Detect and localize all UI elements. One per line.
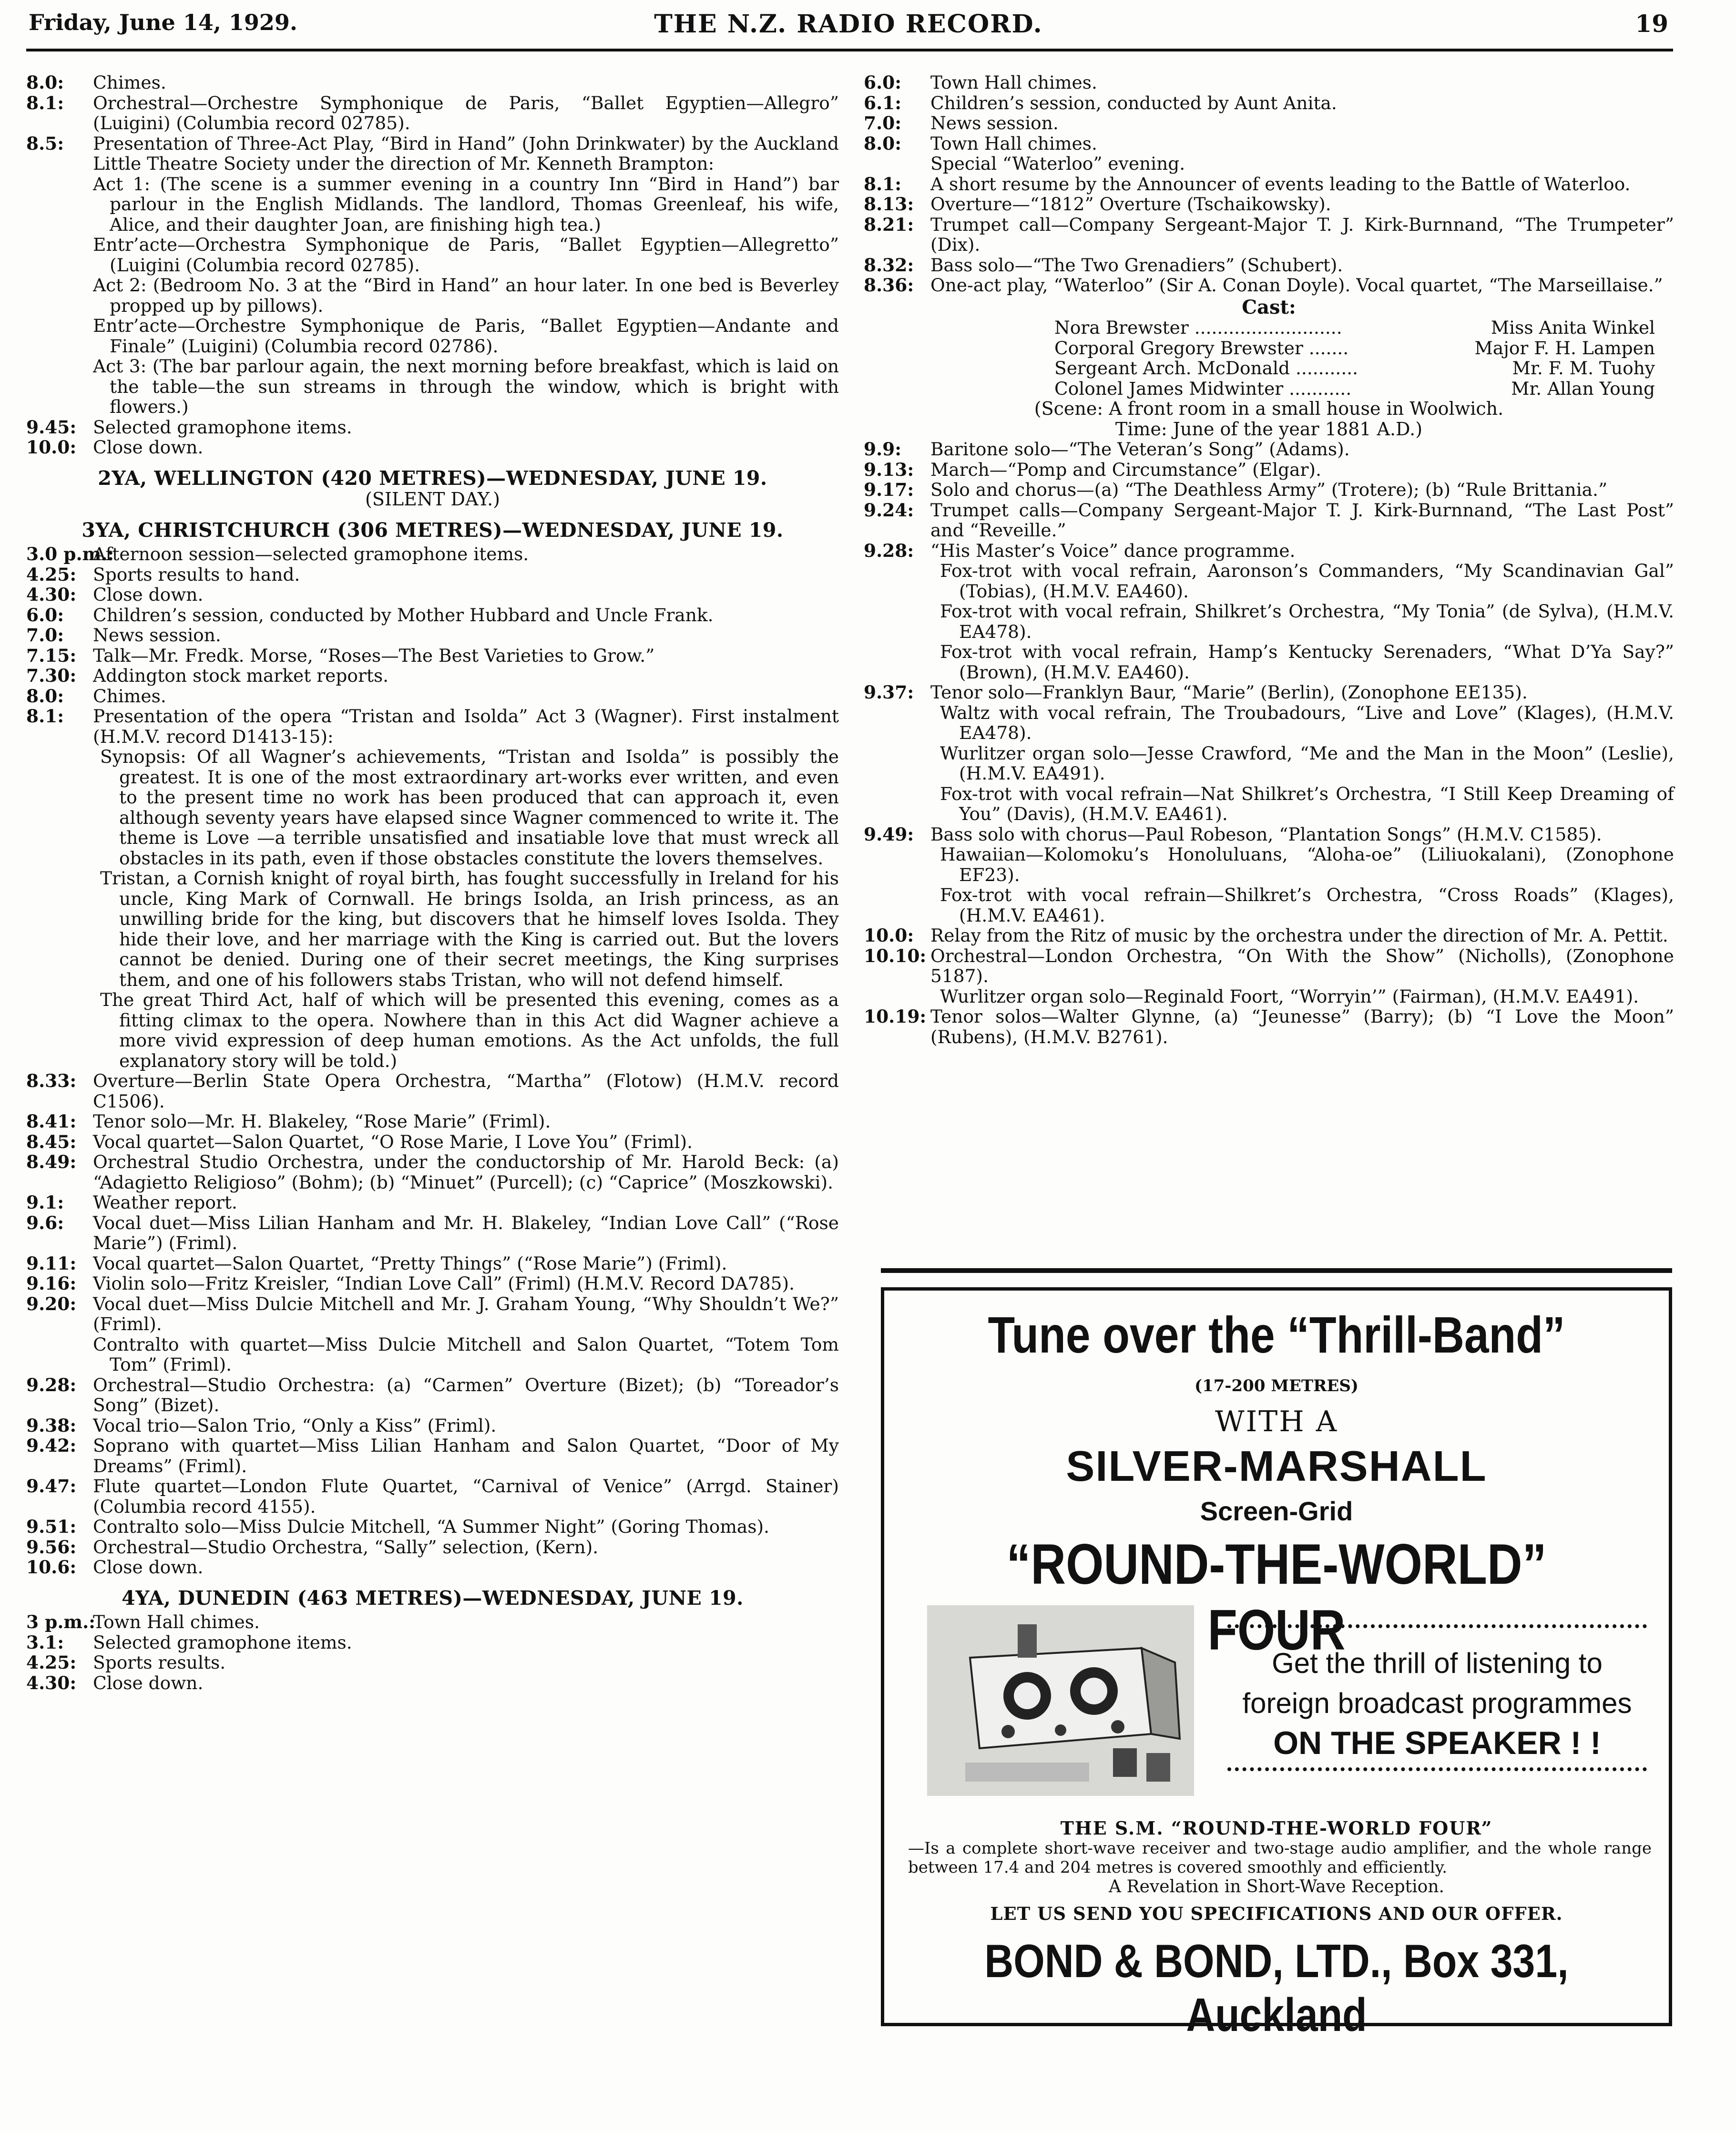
- item-time: 8.41:: [26, 1111, 77, 1132]
- programme-item: [864, 72, 1674, 93]
- programme-item: [26, 686, 839, 707]
- contralto-sub-item: Contralto with quartet—Miss Dulcie Mitchell and Salon Quartet, “Totem Tom Tom” (Friml).: [93, 1333, 839, 1375]
- advert-metres: (17-200 METRES): [1195, 1376, 1358, 1395]
- play-part: Act 1: (The scene is a summer evening in a country Inn “Bird in Hand”) bar parlour in the English Midlands. The landlord, Thomas Greenleaf, his wife, Alice, and their daughter Joan, are finishing high tea.): [93, 173, 839, 235]
- programme-item: [26, 1436, 839, 1476]
- dance-item: Fox-trot with vocal refrain—Shilkret’s Orchestra, “Cross Roads” (Klages), (H.M.V. EA461).: [940, 884, 1674, 926]
- programme-item: [26, 1557, 839, 1578]
- item-text: Contralto solo—Miss Dulcie Mitchell, “A Summer Night” (Goring Thomas).: [93, 1516, 770, 1537]
- item-text: Chimes.: [93, 72, 166, 93]
- item-time: 9.28:: [26, 1374, 77, 1395]
- programme-item: [864, 824, 1674, 845]
- late-items: [864, 925, 1674, 986]
- item-text: Vocal quartet—Salon Quartet, “O Rose Marie, I Love You” (Friml).: [93, 1131, 693, 1152]
- advert-brand: SILVER-MARSHALL: [1066, 1443, 1487, 1490]
- dance-programme-items-3: [864, 844, 1674, 925]
- programme-item: [26, 585, 839, 605]
- play-part: Act 3: (The bar parlour again, the next morning before breakfast, which is laid on the table—the sun streams in through the window, which is bright with flowers.): [93, 356, 839, 417]
- dance-item: Hawaiian—Kolomoku’s Honoluluans, “Aloha-oe” (Liliuokalani), (Zonophone EF23).: [940, 844, 1674, 885]
- item-text: Baritone solo—“The Veteran’s Song” (Adams).: [930, 439, 1350, 460]
- item-text: Children’s session, conducted by Aunt Anita.: [930, 92, 1337, 113]
- item-text: Vocal duet—Miss Dulcie Mitchell and Mr. J. Graham Young, “Why Shouldn’t We?” (Friml).: [93, 1293, 839, 1334]
- advert-product: “ROUND-THE-WORLD” FOUR: [1006, 1532, 1547, 1662]
- christchurch-items-3: [26, 1375, 839, 1578]
- item-text: Solo and chorus—(a) “The Deathless Army” (Trotere); (b) “Rule Brittania.”: [930, 479, 1608, 500]
- wellington-heading: 2YA, WELLINGTON (420 METRES)—WEDNESDAY, JUNE 19.: [98, 466, 767, 490]
- dance-item: Fox-trot with vocal refrain, Shilkret’s Orchestra, “My Tonia” (de Sylva), (H.M.V. EA478).: [940, 601, 1674, 642]
- publication-title: THE N.Z. RADIO RECORD.: [654, 10, 1043, 39]
- dunedin-heading: 4YA, DUNEDIN (463 METRES)—WEDNESDAY, JUNE 19.: [122, 1586, 744, 1610]
- programme-item: [26, 625, 839, 646]
- advert-thrill-text: Get the thrill of listening to foreign broadcast programmes: [1242, 1647, 1632, 1719]
- item-time: 10.0:: [864, 925, 914, 946]
- programme-item: [26, 666, 839, 686]
- programme-item: [26, 1537, 839, 1558]
- programme-item: [26, 1415, 839, 1436]
- programme-item: [26, 1152, 839, 1192]
- item-time: 9.16:: [26, 1273, 77, 1294]
- item-time: 8.0:: [26, 72, 64, 93]
- waterloo-items: [864, 174, 1674, 296]
- silent-day-note: (SILENT DAY.): [365, 489, 500, 510]
- programme-item: [26, 1632, 839, 1653]
- programme-item: [26, 72, 839, 93]
- item-time: 9.56:: [26, 1536, 77, 1558]
- cast-title: Cast:: [1242, 296, 1296, 318]
- item-time: 8.36:: [864, 275, 914, 296]
- programme-item: [26, 1652, 839, 1673]
- item-time: 9.49:: [864, 823, 914, 845]
- item-text: Vocal duet—Miss Lilian Hanham and Mr. H. Blakeley, “Indian Love Call” (“Rose Marie”) (Friml).: [93, 1212, 839, 1253]
- programme-item: [26, 437, 839, 458]
- cast-row: [864, 379, 1674, 399]
- christchurch-items-2: [26, 1071, 839, 1334]
- item-time: 9.11:: [26, 1252, 77, 1274]
- play-part: Entr’acte—Orchestra Symphonique de Paris, “Ballet Egyptien—Allegretto” (Luigini (Columbia record 02785).: [93, 234, 839, 276]
- item-text: Town Hall chimes.: [93, 1611, 260, 1632]
- item-time: 4.30:: [26, 1672, 77, 1693]
- advert-top-rule: [881, 1268, 1672, 1273]
- dance-programme-items: [864, 561, 1674, 682]
- item-time: 10.0:: [26, 437, 77, 458]
- item-time: 8.49:: [26, 1151, 77, 1172]
- page-header: [29, 6, 1668, 51]
- item-time: 9.9:: [864, 439, 902, 460]
- item-time: 9.37:: [864, 682, 914, 703]
- advert-with: WITH A: [1215, 1405, 1338, 1438]
- item-text: Children’s session, conducted by Mother Hubbard and Uncle Frank.: [93, 604, 714, 626]
- advert-sm-title: THE S.M. “ROUND-THE-WORLD FOUR”: [1060, 1817, 1493, 1839]
- item-time: 9.6:: [26, 1212, 64, 1233]
- programme-item: [864, 1006, 1674, 1047]
- item-949: [864, 824, 1674, 845]
- item-time: 8.0:: [864, 133, 902, 154]
- cast-actor: Major F. H. Lampen: [1474, 337, 1655, 359]
- late-sub-item: Wurlitzer organ solo—Reginald Foort, “Worryin’” (Fairman), (H.M.V. EA491).: [940, 985, 1639, 1007]
- item-text: Addington stock market reports.: [93, 665, 389, 686]
- programme-item: [26, 1517, 839, 1537]
- item-text: Trumpet calls—Company Sergeant-Major T. J. Kirk-Burnnand, “The Last Post” and “Reveille.”: [930, 499, 1674, 541]
- advert-dotted-rule-top: [1227, 1624, 1647, 1633]
- item-text: Town Hall chimes.: [930, 72, 1097, 93]
- item-text: Weather report.: [93, 1192, 237, 1213]
- item-text: Orchestral—Orchestre Symphonique de Paris, “Ballet Egyptien—Allegro” (Luigini) (Columbia record 02785).: [93, 92, 839, 133]
- item-time: 9.17:: [864, 479, 914, 500]
- item-text: Town Hall chimes.: [930, 133, 1097, 154]
- item-time: 6.0:: [26, 604, 64, 626]
- item-text: Presentation of the opera “Tristan and Isolda” Act 3 (Wagner). First instalment (H.M.V. record D1413-15):: [93, 706, 839, 747]
- item-text: Relay from the Ritz of music by the orchestra under the direction of Mr. A. Pettit.: [930, 925, 1668, 946]
- cast-role: Corporal Gregory Brewster .......: [1054, 337, 1349, 359]
- late-sub-items: [864, 986, 1674, 1007]
- advert-speaker-text: ON THE SPEAKER ! !: [1273, 1725, 1601, 1761]
- synopsis-paragraph: The great Third Act, half of which will be presented this evening, comes as a fitting climax to the opera. Nowhere than in this Act did Wagner achieve a more vivid expression of deep human emotions. As the Act unfolds, the full explanatory story will be told.): [100, 989, 839, 1071]
- item-time: 3 p.m.:: [26, 1611, 96, 1632]
- programme-item: [864, 480, 1674, 500]
- item-text: Selected gramophone items.: [93, 1631, 352, 1653]
- programme-item: [26, 417, 839, 438]
- page-number: 19: [1635, 10, 1668, 38]
- cast-row: [864, 358, 1674, 379]
- synopsis-paragraph: Tristan, a Cornish knight of royal birth, has fought successfully in Ireland for his uncle, King Mark of Cornwall. He brings Isolda, an Irish princess, as an unwilling bride for the king, but discovers that he himself loves Isolda. They hide their love, and her marriage with the King is carried out. But the lovers cannot be denied. During one of their secret meetings, the King surprises them, and one of his followers stabs Tristan, who will not defend himself.: [100, 868, 839, 990]
- item-time: 10.19:: [864, 1006, 927, 1027]
- programme-item: [26, 544, 839, 564]
- item-time: 10.6:: [26, 1557, 77, 1578]
- item-time: 8.5:: [26, 133, 64, 154]
- item-text: Overture—“1812” Overture (Tschaikowsky).: [930, 194, 1331, 215]
- cast-role: Nora Brewster ..........................: [1054, 317, 1342, 338]
- item-text: Bass solo with chorus—Paul Robeson, “Plantation Songs” (H.M.V. C1585).: [930, 823, 1602, 845]
- item-time: 9.45:: [26, 416, 77, 438]
- cast-list: [864, 318, 1674, 399]
- item-time: 10.10:: [864, 945, 927, 966]
- item-text: Violin solo—Fritz Kreisler, “Indian Love Call” (Friml) (H.M.V. Record DA785).: [93, 1273, 795, 1294]
- programme-item: [26, 646, 839, 666]
- advert-description: —Is a complete short-wave receiver and two-stage audio amplifier, and the whole range between 17.4 and 204 metres is covered smoothly and efficiently.: [908, 1839, 1652, 1877]
- radio-set-illustration: [927, 1605, 1194, 1796]
- item-time: 4.25:: [26, 564, 77, 585]
- programme-item: [864, 682, 1674, 703]
- item-937: [864, 682, 1674, 703]
- advert-bond-and-bond: BOND & BOND, LTD., Box 331, Auckland: [984, 1935, 1569, 2041]
- programme-item: [864, 255, 1674, 276]
- dance-programme-items-2: [864, 703, 1674, 824]
- advert-dotted-rule-bottom: [1227, 1767, 1647, 1776]
- item-text: Close down.: [93, 1672, 204, 1693]
- item-time: 9.47:: [26, 1476, 77, 1497]
- silver-marshall-advert: [881, 1287, 1672, 2041]
- cast-row: [864, 338, 1674, 359]
- item-time: 9.28:: [864, 540, 914, 561]
- dance-item: Waltz with vocal refrain, The Troubadours, “Live and Love” (Klages), (H.M.V. EA478).: [940, 702, 1674, 743]
- item-text: A short resume by the Announcer of events leading to the Battle of Waterloo.: [930, 173, 1631, 195]
- dance-item: Fox-trot with vocal refrain, Aaronson’s Commanders, “My Scandinavian Gal” (Tobias), (H.M.V. EA460).: [940, 560, 1674, 602]
- cast-row: [864, 318, 1674, 338]
- item-text: Close down.: [93, 584, 204, 605]
- programme-item: [864, 946, 1674, 986]
- item-text: Chimes.: [93, 685, 166, 707]
- item-time: 6.1:: [864, 92, 902, 113]
- item-text: Selected gramophone items.: [93, 416, 352, 438]
- item-text: Tenor solo—Franklyn Baur, “Marie” (Berlin), (Zonophone EE135).: [930, 682, 1528, 703]
- programme-item: [26, 1273, 839, 1294]
- item-text: Orchestral—Studio Orchestra: (a) “Carmen” Overture (Bizet); (b) “Toreador’s Song” (Bizet).: [93, 1374, 839, 1415]
- programme-item: [864, 215, 1674, 255]
- programme-item: [864, 925, 1674, 946]
- dunedin-items: [26, 1612, 839, 1693]
- item-text: Orchestral—Studio Orchestra, “Sally” selection, (Kern).: [93, 1536, 599, 1558]
- programme-item: [26, 1111, 839, 1132]
- item-time: 9.42:: [26, 1435, 77, 1456]
- item-1019: [864, 1006, 1674, 1047]
- item-text: Presentation of Three-Act Play, “Bird in Hand” (John Drinkwater) by the Auckland Little Theatre Society under the direction of Mr. Kenneth Brampton:: [93, 133, 839, 174]
- item-time: 6.0:: [864, 72, 902, 93]
- item-time: 9.38:: [26, 1415, 77, 1436]
- scene-line-2: Time: June of the year 1881 A.D.): [1115, 418, 1423, 440]
- programme-item: [26, 1476, 839, 1517]
- programme-item: [864, 133, 1674, 154]
- cast-actor: Miss Anita Winkel: [1491, 317, 1655, 338]
- programme-item: [26, 605, 839, 626]
- item-text: Sports results to hand.: [93, 564, 300, 585]
- play-parts: [26, 174, 839, 417]
- item-time: 9.13:: [864, 459, 914, 480]
- programme-item: [26, 1213, 839, 1253]
- programme-item: [864, 439, 1674, 460]
- item-time: 7.30:: [26, 665, 77, 686]
- programme-item: [26, 706, 839, 747]
- item-time: 9.24:: [864, 499, 914, 521]
- programme-item: [26, 1375, 839, 1415]
- item-time: 4.30:: [26, 584, 77, 605]
- item-time: 8.1:: [26, 92, 64, 113]
- item-time: 3.1:: [26, 1631, 64, 1653]
- programme-item: [864, 275, 1674, 296]
- item-text: Close down.: [93, 437, 204, 458]
- auckland-evening-items: [26, 72, 839, 174]
- item-text: March—“Pomp and Circumstance” (Elgar).: [930, 459, 1321, 480]
- right-column: [864, 72, 1674, 1047]
- item-time: 8.21:: [864, 214, 914, 235]
- item-text: One-act play, “Waterloo” (Sir A. Conan Doyle). Vocal quartet, “The Marseillaise.”: [930, 275, 1663, 296]
- item-text: Orchestral—London Orchestra, “On With the Show” (Nicholls), (Zonophone 5187).: [930, 945, 1674, 986]
- dunedin-evening-items: [864, 72, 1674, 154]
- item-time: 9.51:: [26, 1516, 77, 1537]
- play-part: Entr’acte—Orchestre Symphonique de Paris, “Ballet Egyptien—Andante and Finale” (Luigini) (Columbia record 02786).: [93, 315, 839, 357]
- christchurch-heading: 3YA, CHRISTCHURCH (306 METRES)—WEDNESDAY, JUNE 19.: [82, 518, 784, 542]
- item-time: 8.33:: [26, 1070, 77, 1091]
- programme-item: [864, 113, 1674, 133]
- advert-headline: Tune over the “Thrill-Band”: [988, 1306, 1565, 1364]
- cast-role: Colonel James Midwinter ...........: [1054, 378, 1352, 399]
- programme-item: [26, 564, 839, 585]
- item-time: 8.1:: [864, 173, 902, 195]
- dance-item: Wurlitzer organ solo—Jesse Crawford, “Me and the Man in the Moon” (Leslie), (H.M.V. EA491).: [940, 742, 1674, 784]
- item-text: Vocal quartet—Salon Quartet, “Pretty Things” (“Rose Marie”) (Friml).: [93, 1252, 727, 1274]
- item-text: Flute quartet—London Flute Quartet, “Carnival of Venice” (Arrgd. Stainer) (Columbia record 4155).: [93, 1476, 839, 1517]
- programme-item: [864, 500, 1674, 541]
- programme-item: [26, 93, 839, 133]
- special-evening-note: Special “Waterloo” evening.: [930, 153, 1185, 174]
- header-rule: [26, 49, 1673, 51]
- item-text: Overture—Berlin State Opera Orchestra, “Martha” (Flotow) (H.M.V. record C1506).: [93, 1070, 839, 1112]
- item-time: 7.0:: [864, 113, 902, 133]
- item-text: “His Master’s Voice” dance programme.: [930, 540, 1296, 561]
- item-time: 7.15:: [26, 645, 77, 666]
- programme-item: [26, 1294, 839, 1334]
- item-text: Orchestral Studio Orchestra, under the conductorship of Mr. Harold Beck: (a) “Adagietto Religioso” (Bohm); (b) “Minuet” (Purcell); (c) “Caprice” (Moszkowski).: [93, 1151, 839, 1193]
- issue-date: Friday, June 14, 1929.: [29, 10, 297, 35]
- programme-item: [26, 1192, 839, 1213]
- auckland-close-items: [26, 417, 839, 458]
- item-text: Bass solo—“The Two Grenadiers” (Schubert).: [930, 254, 1343, 276]
- advert-send-offer: LET US SEND YOU SPECIFICATIONS AND OUR OFFER.: [990, 1903, 1563, 1924]
- dance-item: Fox-trot with vocal refrain, Hamp’s Kentucky Serenaders, “What D’Ya Say?” (Brown), (H.M.V. EA460).: [940, 641, 1674, 683]
- item-text: Talk—Mr. Fredk. Morse, “Roses—The Best Varieties to Grow.”: [93, 645, 655, 666]
- evening-items: [864, 439, 1674, 561]
- programme-item: [26, 1132, 839, 1152]
- item-text: Sports results.: [93, 1652, 226, 1673]
- programme-item: [26, 133, 839, 174]
- synopsis-paragraph: Synopsis: Of all Wagner’s achievements, “Tristan and Isolda” is possibly the greatest. It is one of the most extraordinary art-works ever written, and even to the present time no work has been produced that can approach it, even although seventy years have elapsed since Wagner commenced to write it. The theme is Love —a terrible unsatisfied and insatiable love that must wreck all obstacles in its path, even if those obstacles constitute the lovers themselves.: [100, 746, 839, 869]
- dance-item: Fox-trot with vocal refrain—Nat Shilkret’s Orchestra, “I Still Keep Dreaming of You” (Davis), (H.M.V. EA461).: [940, 783, 1674, 824]
- advert-revelation: A Revelation in Short-Wave Reception.: [1109, 1877, 1444, 1897]
- item-text: Soprano with quartet—Miss Lilian Hanham and Salon Quartet, “Door of My Dreams” (Friml).: [93, 1435, 839, 1477]
- programme-item: [26, 1071, 839, 1111]
- programme-item: [26, 1253, 839, 1274]
- advert-screen-grid: Screen-Grid: [1200, 1496, 1353, 1526]
- item-text: Tenor solo—Mr. H. Blakeley, “Rose Marie” (Friml).: [93, 1111, 551, 1132]
- item-time: 8.13:: [864, 194, 914, 215]
- programme-item: [864, 194, 1674, 215]
- play-part: Act 2: (Bedroom No. 3 at the “Bird in Hand” an hour later. In one bed is Beverley propped up by pillows).: [93, 275, 839, 316]
- item-time: 4.25:: [26, 1652, 77, 1673]
- programme-item: [26, 1673, 839, 1693]
- cast-actor: Mr. F. M. Tuohy: [1512, 358, 1655, 379]
- item-time: 8.32:: [864, 254, 914, 276]
- christchurch-items: [26, 544, 839, 747]
- cast-actor: Mr. Allan Young: [1511, 378, 1655, 399]
- item-time: 7.0:: [26, 625, 64, 646]
- item-text: Vocal trio—Salon Trio, “Only a Kiss” (Friml).: [93, 1415, 497, 1436]
- item-text: Trumpet call—Company Sergeant-Major T. J. Kirk-Burnnand, “The Trumpeter” (Dix).: [930, 214, 1674, 255]
- scene-line-1: (Scene: A front room in a small house in Woolwich.: [1034, 398, 1504, 419]
- item-time: 8.0:: [26, 685, 64, 707]
- programme-item: [864, 541, 1674, 561]
- item-text: News session.: [930, 113, 1059, 133]
- item-text: News session.: [93, 625, 221, 646]
- item-time: 9.1:: [26, 1192, 64, 1213]
- item-text: Afternoon session—selected gramophone items.: [93, 544, 529, 564]
- programme-item: [864, 93, 1674, 113]
- item-time: 3.0 p.m.:: [26, 544, 114, 564]
- left-column: [26, 72, 839, 1693]
- programme-item: [864, 460, 1674, 480]
- programme-item: [864, 174, 1674, 195]
- item-text: Tenor solos—Walter Glynne, (a) “Jeunesse” (Barry); (b) “I Love the Moon” (Rubens), (H.M.V. B2761).: [930, 1006, 1674, 1047]
- programme-item: [26, 1612, 839, 1632]
- item-time: 8.1:: [26, 706, 64, 727]
- item-text: Close down.: [93, 1557, 204, 1578]
- opera-synopsis: [26, 747, 839, 1071]
- cast-role: Sergeant Arch. McDonald ...........: [1054, 358, 1358, 379]
- item-time: 9.20:: [26, 1293, 77, 1314]
- item-time: 8.45:: [26, 1131, 77, 1152]
